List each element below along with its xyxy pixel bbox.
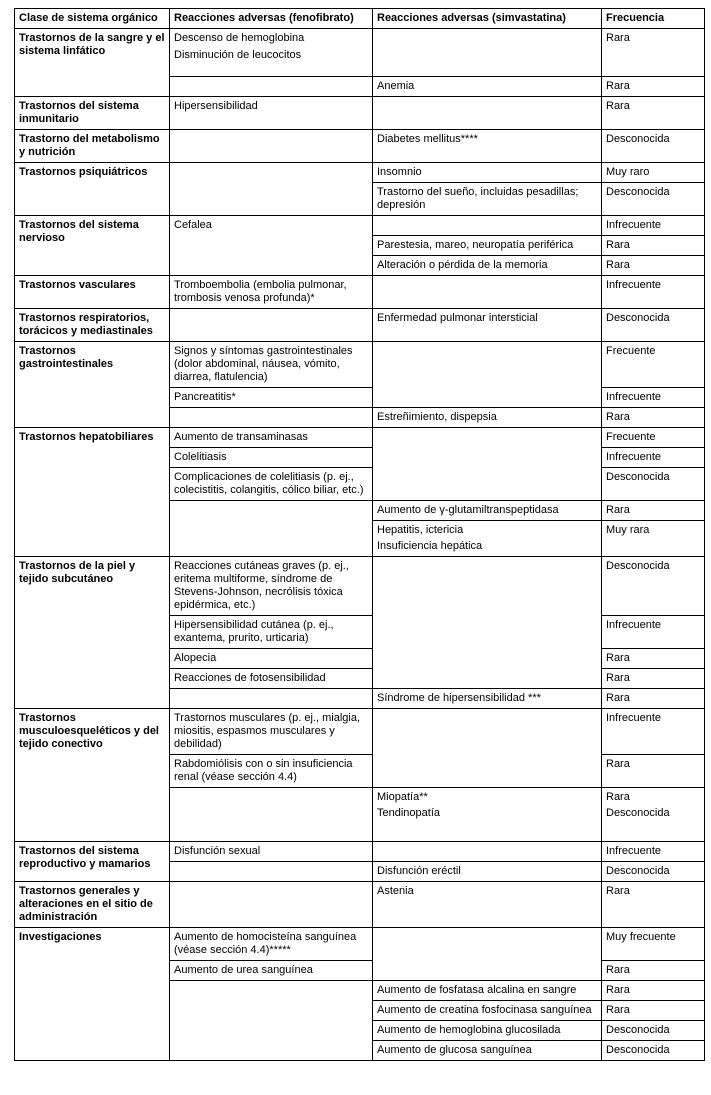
simva-cell: Síndrome de hipersensibilidad *** [373, 689, 602, 709]
freq-cell: Rara [602, 882, 705, 928]
feno-cell: Signos y síntomas gastrointestinales (dolor abdominal, náusea, vómito, diarrea, flatulencia) [170, 342, 373, 388]
simva-cell: Enfermedad pulmonar intersticial [373, 309, 602, 342]
feno-cell [170, 408, 373, 428]
freq-cell: Rara [602, 77, 705, 97]
table-row [15, 97, 705, 130]
feno-cell: Complicaciones de colelitiasis (p. ej., colecistitis, colangitis, cólico biliar, etc.) [170, 468, 373, 501]
freq-cell: Rara [602, 97, 705, 130]
class-cell: Trastornos de la sangre y el sistema linfático [15, 29, 170, 97]
header-simvastatina: Reacciones adversas (simvastatina) [373, 9, 602, 29]
simva-cell: Aumento de creatina fosfocinasa sanguínea [373, 1001, 602, 1021]
simva-cell [373, 216, 602, 236]
simva-cell: Disfunción eréctil [373, 862, 602, 882]
freq-cell: Rara [602, 981, 705, 1001]
header-frequency: Frecuencia [602, 9, 705, 29]
simva-item: Insuficiencia hepática [377, 540, 483, 552]
table-row [15, 163, 705, 183]
freq-cell: Frecuente [602, 342, 705, 388]
adverse-reactions-document [14, 8, 704, 1061]
freq-cell: Rara [602, 689, 705, 709]
feno-cell: Rabdomiólisis con o sin insuficiencia renal (véase sección 4.4) [170, 755, 373, 788]
freq-cell: Desconocida [602, 130, 705, 163]
feno-cell: Trastornos musculares (p. ej., mialgia, miositis, espasmos musculares y debilidad) [170, 709, 373, 755]
freq-cell: Rara [602, 669, 705, 689]
freq-item: Desconocida [606, 807, 670, 819]
table-row [15, 709, 705, 755]
feno-cell: Hipersensibilidad cutánea (p. ej., exantema, prurito, urticaria) [170, 616, 373, 649]
simva-cell [373, 276, 602, 309]
simva-cell [373, 29, 602, 77]
simva-cell: Trastorno del sueño, incluidas pesadillas; depresión [373, 183, 602, 216]
freq-cell: Infrecuente [602, 276, 705, 309]
simva-item: Hepatitis, ictericia [377, 524, 464, 536]
freq-cell: Rara [602, 29, 705, 77]
table-row [15, 130, 705, 163]
feno-cell [170, 130, 373, 163]
freq-cell: Infrecuente [602, 842, 705, 862]
class-cell: Trastornos musculoesqueléticos y del tejido conectivo [15, 709, 170, 842]
feno-cell [170, 29, 373, 77]
simva-cell: Aumento de γ-glutamiltranspeptidasa [373, 501, 602, 521]
simva-cell [373, 709, 602, 788]
feno-cell [170, 862, 373, 882]
class-cell: Trastornos de la piel y tejido subcutáneo [15, 557, 170, 709]
class-cell: Trastornos gastrointestinales [15, 342, 170, 428]
header-class: Clase de sistema orgánico [15, 9, 170, 29]
freq-cell: Desconocida [602, 1041, 705, 1061]
freq-cell: Muy rara [602, 521, 705, 557]
freq-cell: Infrecuente [602, 448, 705, 468]
simva-cell: Aumento de fosfatasa alcalina en sangre [373, 981, 602, 1001]
freq-cell: Rara [602, 755, 705, 788]
table-row [15, 557, 705, 616]
feno-cell [170, 689, 373, 709]
adverse-reactions-table [14, 8, 705, 1061]
feno-cell: Pancreatitis* [170, 388, 373, 408]
freq-cell: Muy raro [602, 163, 705, 183]
simva-cell: Aumento de hemoglobina glucosilada [373, 1021, 602, 1041]
freq-cell: Rara [602, 256, 705, 276]
feno-cell: Hipersensibilidad [170, 97, 373, 130]
table-row [15, 882, 705, 928]
table-row [15, 428, 705, 448]
class-cell: Trastornos psiquiátricos [15, 163, 170, 216]
table-row [15, 216, 705, 236]
class-cell: Investigaciones [15, 928, 170, 1061]
freq-cell: Infrecuente [602, 388, 705, 408]
simva-cell: Aumento de glucosa sanguínea [373, 1041, 602, 1061]
freq-cell: Rara [602, 236, 705, 256]
simva-cell: Anemia [373, 77, 602, 97]
feno-item: Descenso de hemoglobina [174, 32, 305, 44]
feno-cell [170, 788, 373, 842]
simva-cell [373, 788, 602, 842]
simva-cell [373, 342, 602, 408]
table-row [15, 928, 705, 961]
freq-cell: Rara [602, 501, 705, 521]
simva-cell [373, 842, 602, 862]
table-row [15, 309, 705, 342]
freq-cell: Infrecuente [602, 216, 705, 236]
class-cell: Trastornos hepatobiliares [15, 428, 170, 557]
simva-cell [373, 928, 602, 981]
freq-cell: Muy frecuente [602, 928, 705, 961]
feno-cell: Reacciones de fotosensibilidad [170, 669, 373, 689]
feno-cell: Aumento de homocisteína sanguínea (véase sección 4.4)***** [170, 928, 373, 961]
simva-cell: Insomnio [373, 163, 602, 183]
simva-cell: Parestesia, mareo, neuropatía periférica [373, 236, 602, 256]
freq-cell: Rara [602, 408, 705, 428]
feno-cell [170, 309, 373, 342]
class-cell: Trastornos del sistema nervioso [15, 216, 170, 276]
table-row [15, 29, 705, 77]
freq-item: Rara [606, 791, 630, 803]
freq-cell: Infrecuente [602, 709, 705, 755]
simva-cell: Estreñimiento, dispepsia [373, 408, 602, 428]
simva-item: Miopatía** [377, 791, 428, 803]
table-row [15, 342, 705, 388]
freq-cell: Rara [602, 649, 705, 669]
feno-cell: Disfunción sexual [170, 842, 373, 862]
simva-cell [373, 97, 602, 130]
freq-cell: Infrecuente [602, 616, 705, 649]
class-cell: Trastorno del metabolismo y nutrición [15, 130, 170, 163]
class-cell: Trastornos generales y alteraciones en el sitio de administración [15, 882, 170, 928]
freq-cell: Desconocida [602, 183, 705, 216]
feno-cell [170, 981, 373, 1061]
feno-cell [170, 882, 373, 928]
feno-cell: Aumento de transaminasas [170, 428, 373, 448]
header-fenofibrato: Reacciones adversas (fenofibrato) [170, 9, 373, 29]
simva-cell [373, 521, 602, 557]
feno-cell: Alopecia [170, 649, 373, 669]
feno-item: Disminución de leucocitos [174, 49, 302, 61]
freq-cell: Desconocida [602, 1021, 705, 1041]
feno-cell: Tromboembolia (embolia pulmonar, trombosis venosa profunda)* [170, 276, 373, 309]
feno-cell [170, 163, 373, 216]
table-row [15, 842, 705, 862]
freq-cell: Rara [602, 961, 705, 981]
freq-cell: Desconocida [602, 468, 705, 501]
class-cell: Trastornos respiratorios, torácicos y mediastinales [15, 309, 170, 342]
class-cell: Trastornos del sistema inmunitario [15, 97, 170, 130]
class-cell: Trastornos vasculares [15, 276, 170, 309]
table-row [15, 276, 705, 309]
simva-cell: Alteración o pérdida de la memoria [373, 256, 602, 276]
feno-cell: Aumento de urea sanguínea [170, 961, 373, 981]
freq-cell: Desconocida [602, 862, 705, 882]
freq-cell [602, 788, 705, 842]
simva-cell [373, 557, 602, 689]
freq-cell: Desconocida [602, 557, 705, 616]
simva-cell [373, 428, 602, 501]
class-cell: Trastornos del sistema reproductivo y mamarios [15, 842, 170, 882]
feno-cell: Reacciones cutáneas graves (p. ej., eritema multiforme, síndrome de Stevens-Johnson, necrólisis tóxica epidérmica, etc.) [170, 557, 373, 616]
freq-cell: Desconocida [602, 309, 705, 342]
simva-cell: Diabetes mellitus**** [373, 130, 602, 163]
table-header-row [15, 9, 705, 29]
freq-cell: Frecuente [602, 428, 705, 448]
freq-cell: Rara [602, 1001, 705, 1021]
feno-cell [170, 77, 373, 97]
simva-item: Tendinopatía [377, 807, 440, 819]
feno-cell [170, 501, 373, 557]
feno-cell: Colelitiasis [170, 448, 373, 468]
feno-cell: Cefalea [170, 216, 373, 276]
simva-cell: Astenia [373, 882, 602, 928]
